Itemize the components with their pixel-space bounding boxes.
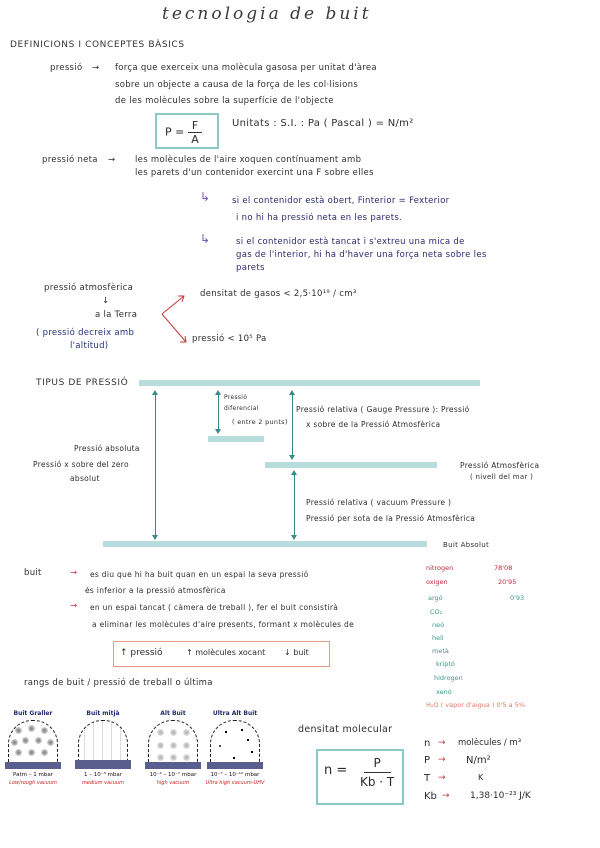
red-arrow-icon: → (438, 755, 446, 765)
card-range: 10⁻⁷ – 10⁻¹² mbar (210, 772, 260, 778)
chamber-base (207, 762, 263, 769)
card-range: 10⁻³ – 10⁻⁷ mbar (149, 772, 197, 778)
card-range: 1 – 10⁻³ mbar (83, 772, 123, 778)
chamber-base (75, 760, 131, 769)
card-label: high vacuum (156, 780, 190, 786)
differential-arrow-icon (218, 392, 219, 432)
atmospheric-location: a la Terra (95, 310, 138, 320)
gas-name: heli (432, 634, 444, 642)
vacuum-chamber-icon (210, 720, 260, 765)
branch-arrows-icon (158, 290, 188, 350)
vacuum-range-card (204, 710, 266, 790)
vacuum-range-card (2, 710, 64, 790)
molecular-density-heading: densitat molecular (298, 724, 393, 735)
gas-name: oxigen (426, 578, 448, 586)
corner-arrow-icon: ↳ (200, 190, 211, 204)
vacuum-pressure-label: Pressió relativa ( vacuum Pressure ) (306, 498, 452, 507)
vacuum-chamber-icon (148, 720, 198, 765)
formula-lhs: n = (324, 763, 348, 778)
gas-name: nitrogen (426, 564, 454, 572)
numerator: F (188, 119, 202, 133)
density-variables (424, 738, 531, 809)
absolute-zero-bar (103, 541, 427, 547)
density-formula-box (316, 749, 404, 805)
gas-name: neó (432, 621, 445, 629)
corner-arrow-icon: ↳ (200, 232, 211, 246)
air-composition-list (426, 564, 525, 709)
chamber-base (5, 762, 61, 769)
pressure-formula-box (155, 113, 219, 149)
vacuum-ranges-heading: rangs de buit / pressió de treball o última (24, 678, 213, 688)
vacuum-point-line: en un espai tancat ( càmera de treball ), fer el buit consistirà (90, 603, 339, 612)
differential-bar (208, 436, 264, 442)
gas-value: 78'08 (494, 564, 513, 572)
gauge-label: x sobre de la Pressió Atmosfèrica (306, 420, 441, 429)
water-vapour: H₂O ( vapor d'aigua ) 0'5 a 5% (426, 701, 526, 709)
gas-density-branch: densitat de gasos < 2,5·10¹⁹ / cm³ (200, 289, 357, 299)
vacuum-pressure-label: Pressió per sota de la Pressió Atmosfèrica (306, 514, 476, 523)
atmospheric-level-label: ( nivell del mar ) (470, 473, 534, 481)
gas-name: kriptó (436, 660, 455, 668)
vacuum-point-line: és inferior a la pressió atmosfèrica (85, 586, 226, 595)
gauge-label: Pressió relativa ( Gauge Pressure ): Pressió (296, 405, 470, 414)
formula-lhs: P = (165, 125, 185, 139)
numerator: P (364, 756, 391, 773)
net-pressure-line: les parets d'un contenidor exercint una F sobre elles (135, 168, 374, 178)
differential-label: Pressió (224, 394, 248, 401)
denominator: Kb · T (360, 775, 395, 789)
summary-item: ↓ buit (284, 648, 309, 657)
variable-meaning: 1,38·10⁻²³ J/K (470, 791, 531, 801)
vacuum-arrow-icon (294, 472, 295, 538)
card-label: Low/rough vacuum (9, 780, 57, 786)
pressure-definition-line: de les molècules sobre la superfície de l'objecte (115, 96, 334, 106)
card-title: Alt Buit (160, 710, 186, 717)
atmospheric-note: ( pressió decreix amb (36, 328, 135, 338)
vacuum-chamber-icon (78, 720, 128, 765)
differential-label: ( entre 2 punts) (232, 418, 288, 426)
vacuum-summary-box (113, 641, 330, 667)
absolute-zero-label: Buit Absolut (443, 541, 490, 549)
card-label: medium vacuum (81, 780, 125, 786)
variable-symbol: T (424, 773, 431, 784)
variable-meaning: N/m² (466, 755, 491, 766)
summary-item: ↑ molècules xocant (186, 648, 266, 657)
gauge-arrow-icon (292, 392, 293, 458)
gas-value: 0'93 (510, 594, 525, 602)
variable-symbol: n (424, 738, 431, 749)
atmospheric-note: l'altitud) (70, 341, 109, 351)
atmospheric-bar (265, 462, 437, 468)
pressure-types-heading: TIPUS DE PRESSIÓ (36, 378, 129, 388)
page-title: tecnologia de buit (162, 4, 372, 24)
case-line: gas de l'interior, hi ha d'haver una força neta sobre les (236, 250, 487, 260)
card-title: Buit mitjà (86, 710, 120, 717)
arrow-icon: → (108, 155, 116, 165)
red-arrow-icon: → (70, 568, 78, 578)
red-arrow-icon: → (442, 791, 450, 801)
gas-name: metà (432, 647, 449, 655)
card-label: Ultra high vacuum-UHV (205, 780, 265, 786)
pressure-branch: pressió < 10⁵ Pa (192, 334, 267, 344)
section-heading: DEFINICIONS I CONCEPTES BÀSICS (10, 40, 185, 50)
vacuum-point-line: es diu que hi ha buit quan en un espai la seva pressió (90, 570, 309, 579)
variable-symbol: P (424, 755, 431, 766)
gas-name: hidrogen (434, 674, 463, 682)
red-arrow-icon: → (438, 773, 446, 783)
case-line: i no hi ha pressió neta en les parets. (236, 213, 403, 223)
top-pressure-bar (139, 380, 480, 386)
variable-meaning: molècules / m³ (458, 738, 522, 748)
case-line: parets (236, 263, 265, 273)
card-title: Ultra Alt Buit (212, 710, 258, 717)
gas-value: 20'95 (498, 578, 517, 586)
red-arrow-icon: → (70, 601, 78, 611)
arrow-icon: → (92, 63, 100, 73)
summary-item: ↑ pressió (120, 648, 163, 658)
fraction (188, 119, 202, 146)
chamber-base (145, 762, 201, 769)
vacuum-term: buit (24, 568, 42, 578)
variable-symbol: Kb (424, 791, 437, 802)
fraction (360, 756, 394, 789)
pressure-definition-line: sobre un objecte a causa de la força de les col·lisions (115, 80, 359, 90)
pressure-units: Unitats : S.I. : Pa ( Pascal ) = N/m² (232, 118, 414, 129)
vacuum-range-card (142, 710, 204, 790)
pressure-term: pressió (50, 63, 83, 73)
atmospheric-level-label: Pressió Atmosfèrica (460, 461, 540, 470)
card-range: Patm – 1 mbar (13, 772, 53, 778)
vacuum-point-line: a eliminar les molècules d'aire presents, formant x molècules de (92, 620, 355, 629)
card-title: Buit Graller (13, 710, 53, 717)
gas-name: xenó (436, 688, 452, 696)
absolute-pressure-arrow-icon (155, 392, 156, 538)
absolute-label: Pressió absoluta (74, 444, 140, 453)
vacuum-chamber-icon (8, 720, 58, 765)
case-line: si el contenidor està tancat i s'extreu una mica de (236, 237, 465, 247)
net-pressure-term: pressió neta (42, 155, 98, 165)
down-arrow-icon: ↓ (102, 296, 110, 306)
denominator: A (191, 133, 199, 146)
atmospheric-term: pressió atmosfèrica (44, 283, 134, 293)
gas-name: argó (428, 594, 443, 602)
pressure-definition-line: força que exerceix una molècula gasosa per unitat d'àrea (115, 63, 377, 73)
variable-meaning: K (478, 773, 484, 782)
gas-name: CO₂ (430, 608, 443, 616)
absolute-label: Pressió x sobre del zero (33, 460, 129, 469)
differential-label: diferencial (224, 405, 259, 412)
absolute-label: absolut (70, 474, 100, 483)
vacuum-range-card (72, 710, 134, 790)
red-arrow-icon: → (438, 738, 446, 748)
net-pressure-line: les molècules de l'aire xoquen contínuament amb (135, 155, 362, 165)
case-line: si el contenidor està obert, Finterior = Fexterior (232, 196, 450, 206)
